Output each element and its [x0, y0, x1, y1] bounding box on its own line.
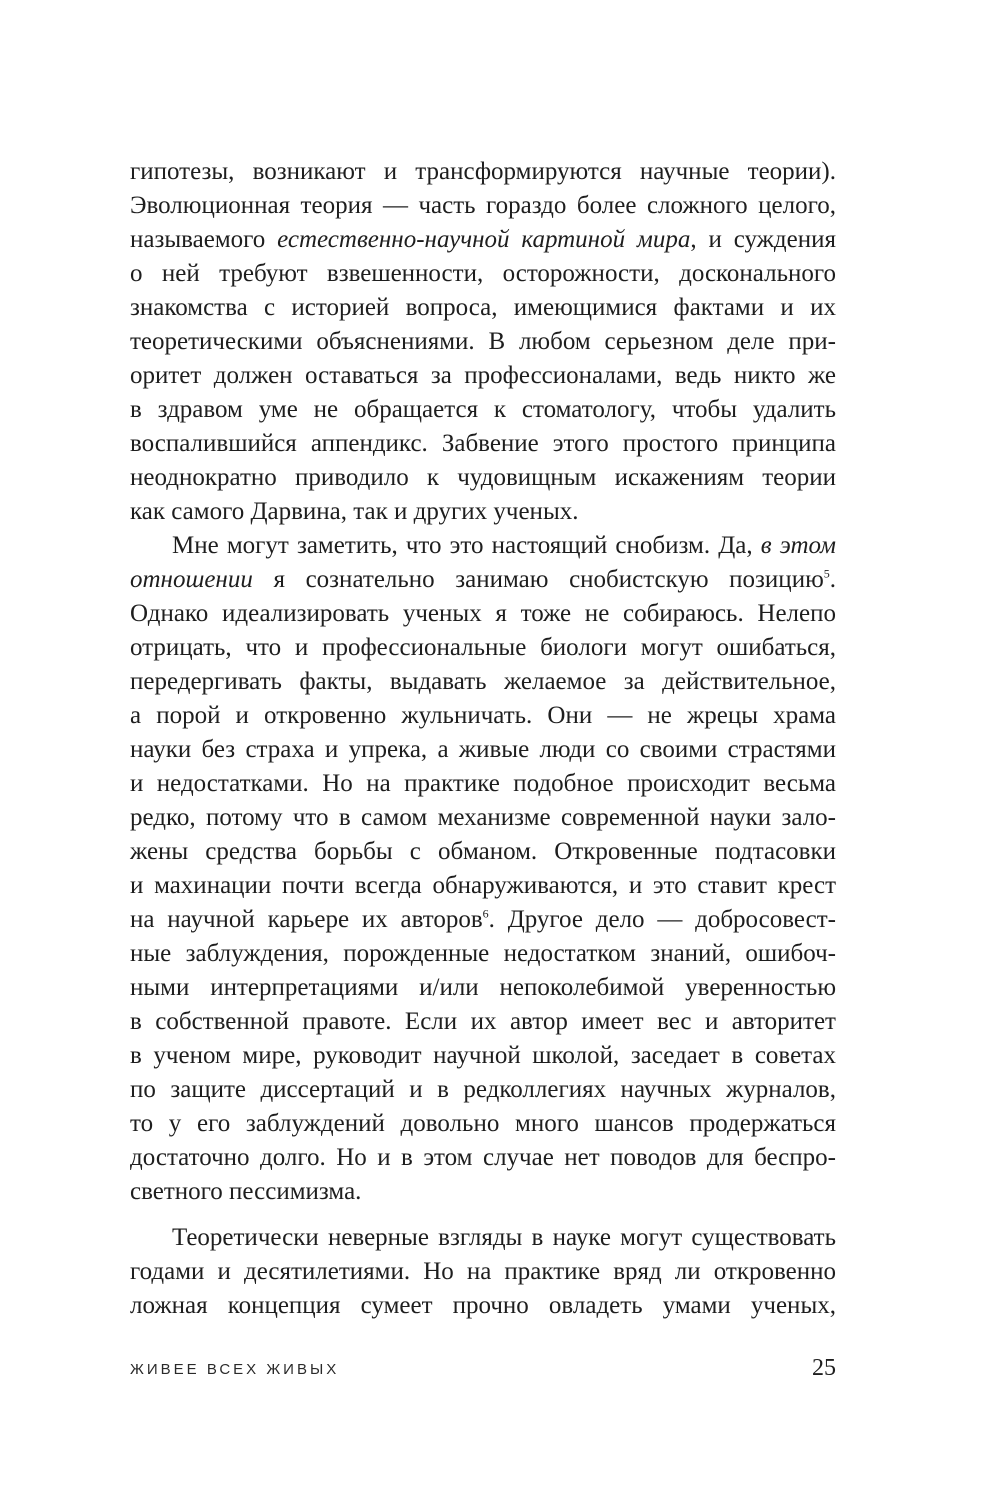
- text-line: ложная концепция сумеет прочно овладеть умами ученых,: [130, 1292, 836, 1319]
- italic-text: в этом: [760, 532, 836, 559]
- text-line: воспалившийся аппендикс. Забвение этого простого принципа: [130, 430, 836, 457]
- paragraph-3: [130, 1221, 836, 1323]
- text-line: жены средства борьбы с обманом. Откровенные подтасовки: [130, 838, 836, 865]
- text-line: то у его заблуждений довольно много шансов продержаться: [130, 1110, 836, 1137]
- text-line: на научной карьере их авторов$^6$. Другое дело — добросовест-: [130, 906, 836, 933]
- text-line: науки без страха и упрека, а живые люди со своими страстями: [130, 736, 836, 763]
- text-line: отрицать, что и профессиональные биологи могут ошибаться,: [130, 634, 836, 661]
- text-line: и недостатками. Но на практике подобное происходит весьма: [130, 770, 836, 797]
- text-line: Однако идеализировать ученых я тоже не собираюсь. Нелепо: [130, 600, 836, 627]
- text-line: неоднократно приводило к чудовищным искажениям теории: [130, 464, 836, 491]
- italic-text: естественно-научной картиной мира: [277, 226, 691, 253]
- footnote-marker: 6: [482, 906, 489, 921]
- text-line: светного пессимизма.: [130, 1178, 362, 1205]
- text-line: редко, потому что в самом механизме современной науки зало-: [130, 804, 836, 831]
- text-line: как самого Дарвина, так и других ученых.: [130, 498, 579, 525]
- text-line: о ней требуют взвешенности, осторожности, досконального: [130, 260, 836, 287]
- text-line: в здравом уме не обращается к стоматологу, чтобы удалить: [130, 396, 836, 423]
- paragraph-gap: [130, 1209, 836, 1221]
- page-number: 25: [812, 1355, 836, 1381]
- running-title: ЖИВЕЕ ВСЕХ ЖИВЫХ: [130, 1361, 340, 1378]
- text-line: в собственной правоте. Если их автор имеет вес и авторитет: [130, 1008, 836, 1035]
- page-body: [130, 155, 836, 1323]
- paragraph-2: [130, 529, 836, 1209]
- text-line: отношении я сознательно занимаю снобистскую позицию$^5$.: [130, 566, 836, 593]
- text-line: достаточно долго. Но и в этом случае нет поводов для беспро-: [130, 1144, 836, 1171]
- text-line: называемого естественно-научной картиной мира, и суждения: [130, 226, 836, 253]
- text-line: оритет должен оставаться за профессионалами, ведь никто же: [130, 362, 836, 389]
- text-line: Мне могут заметить, что это настоящий снобизм. Да, в этом: [172, 532, 836, 559]
- text-line: Эволюционная теория — часть гораздо более сложного целого,: [130, 192, 836, 219]
- text-line: по защите диссертаций и в редколлегиях научных журналов,: [130, 1076, 836, 1103]
- text-line: в ученом мире, руководит научной школой, заседает в советах: [130, 1042, 836, 1069]
- text-line: Теоретически неверные взгляды в науке могут существовать: [172, 1224, 836, 1251]
- paragraph-1: [130, 155, 836, 529]
- text-line: передергивать факты, выдавать желаемое за действительное,: [130, 668, 836, 695]
- text-line: а порой и откровенно жульничать. Они — не жрецы храма: [130, 702, 836, 729]
- footnote-marker: 5: [823, 566, 830, 581]
- text-line: годами и десятилетиями. Но на практике вряд ли откровенно: [130, 1258, 836, 1285]
- page-footer: [130, 1355, 836, 1389]
- text-line: и махинации почти всегда обнаруживаются, и это ставит крест: [130, 872, 836, 899]
- text-line: теоретическими объяснениями. В любом серьезном деле при-: [130, 328, 836, 355]
- text-line: знакомства с историей вопроса, имеющимися фактами и их: [130, 294, 836, 321]
- text-line: гипотезы, возникают и трансформируются научные теории).: [130, 158, 836, 185]
- text-line: ными интерпретациями и/или непоколебимой уверенностью: [130, 974, 836, 1001]
- text-line: ные заблуждения, порожденные недостатком знаний, ошибоч-: [130, 940, 836, 967]
- italic-text: отношении: [130, 566, 253, 593]
